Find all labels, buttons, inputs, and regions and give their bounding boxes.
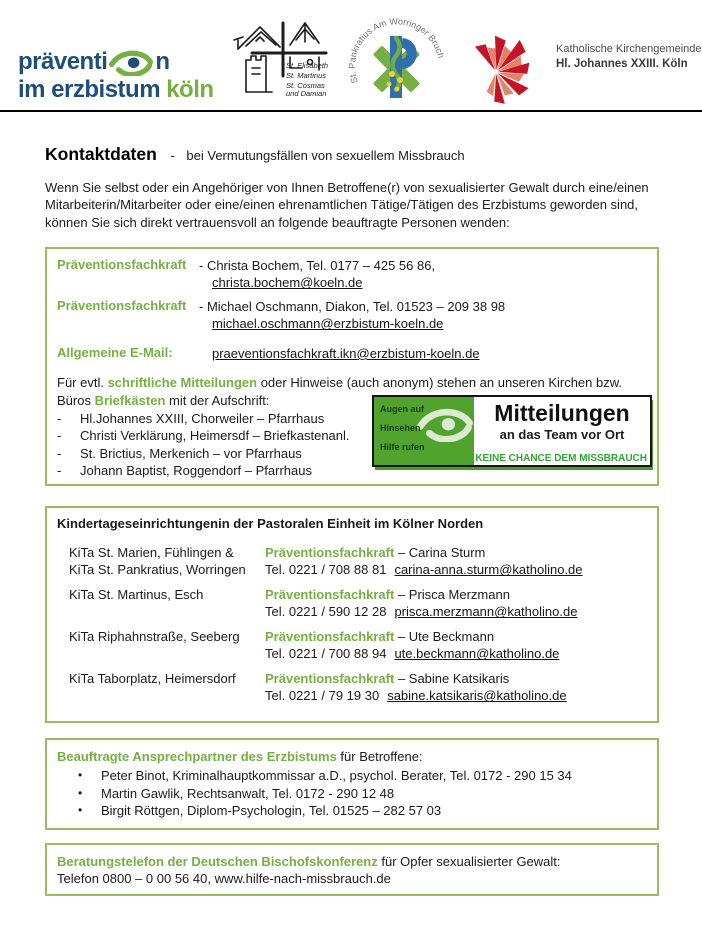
contact-label: Präventionsfachkraft [265,670,395,686]
hotline-heading-green: Beratungstelefon der Deutschen Bischofskonferenz [57,853,378,869]
contact-row-1 [57,257,647,292]
johannes-fan-icon [464,18,550,116]
hotline-heading-rest: für Opfer sexualisierter Gewalt: [377,853,561,869]
kita-facility-cell [69,670,265,705]
eye-icon [108,46,154,76]
contact-box [45,247,659,486]
list-item [75,785,647,803]
note-text: oder Hinweise (auch anonym) stehen an unseren Kirchen bzw. Büros [57,375,623,408]
churches-sketch-icon [226,16,332,108]
sign-subtitle: an das Team vor Ort [499,426,625,442]
sign-green-panel [374,397,474,465]
kita-facility-cell [69,628,265,663]
prevention-logo-text2: n [155,48,170,75]
email-link-merzmann[interactable]: prisca.merzmann@katholino.de [394,604,578,620]
kita-box [45,506,659,723]
sign-title: Mitteilungen [494,399,630,426]
contact-label: Präventionsfachkraft [57,297,187,313]
kita-facility-cell [69,586,265,621]
contact-person: Birgit Röttgen, Diplom-Psychologin, Tel. 01525 – 282 57 03 [101,803,442,819]
page-subtitle: bei Vermutungsfällen von sexuellem Missbrauch [186,148,465,163]
mailbox-location: St. Brictius, Merkenich – vor Pfarrhaus [80,445,302,461]
contact-label: Präventionsfachkraft [265,628,395,644]
hotline-box [45,843,659,896]
list-item [57,410,387,427]
facility-name: KiTa St. Pankratius, Worringen [69,562,246,578]
erzbistum-box [45,738,659,830]
contact-body [199,298,505,333]
intro-paragraph: Wenn Sie selbst oder ein Angehöriger von Ihnen Betroffene(r) von sexualisierter Gewalt durch eine/einen Mitarbeiterin/Mitarbeiter oder eine/einen ehrenamtlichen Tätige/Tätigen des Erzbistums geworden sind, können Sie sich direkt vertrauensvoll an folgende beauftragte Personen wenden: [45,180,649,230]
contact-label: Präventionsfachkraft [265,544,395,560]
email-link-sturm[interactable]: carina-anna.sturm@katholino.de [394,562,583,578]
facility-name: KiTa Riphahnstraße, Seeberg [69,628,240,644]
prevention-logo-koeln: köln [166,76,214,103]
kita-heading: Kindertageseinrichtungenin der Pastoralen Einheit im Kölner Norden [57,515,484,531]
note-text: mit der Aufschrift: [165,392,270,408]
note-highlight-2: Briefkästen [94,392,166,408]
tel-text: Tel. 0221 / 590 12 28 [265,604,387,620]
dash-marker: - [57,428,62,444]
contact-name: – Carina Sturm [394,544,486,560]
kita-contact-cell [265,670,647,705]
johannes-logo-text [556,42,702,116]
tel-text: Tel. 0221 / 700 88 94 [265,646,387,662]
facility-name: KiTa Taborplatz, Heimersdorf [69,670,236,686]
contact-row-2 [57,298,647,333]
list-item [57,427,387,444]
mailbox-location: Christi Verklärung, Heimersdf – Briefkastenanl. [80,428,350,444]
bullet-marker: • [78,768,83,783]
contact-body [199,345,480,363]
sign-slogan-2: Hinsehen [380,422,421,433]
facility-name: KiTa St. Marien, Fühlingen & [69,544,234,560]
email-link-general[interactable]: praeventionsfachkraft.ikn@erzbistum-koeln.de [212,345,480,361]
church-name-1: St. Elisabeth [286,61,329,70]
sign-slogan-1: Augen auf [380,403,424,414]
prevention-logo-line2: im erzbistum [18,76,161,103]
note-highlight-1: schriftliche Mitteilungen [107,375,258,391]
contact-label: Allgemeine E-Mail: [57,344,173,360]
contact-person: Martin Gawlik, Rechtsanwalt, Tel. 0172 - 290 12 48 [101,785,395,801]
contact-line: - Michael Oschmann, Diakon, Tel. 01523 – 209 38 98 [199,298,506,314]
bullet-marker: • [78,803,83,818]
contact-line: - Christa Bochem, Tel. 0177 – 425 56 86, [199,257,436,273]
kita-contact-cell [265,544,647,579]
page-title: Kontaktdaten [45,144,157,164]
sign-footer: KEINE CHANCE DEM MISSBRAUCH [475,452,647,464]
contact-name: – Sabine Katsikaris [394,670,510,686]
email-link-beckmann[interactable]: ute.beckmann@katholino.de [394,646,560,662]
contact-row-3 [57,345,647,363]
kita-facility-cell [69,544,265,579]
erzbistum-bullet-list [75,767,647,820]
facility-name: KiTa St. Martinus, Esch [69,586,204,602]
contact-label: Präventionsfachkraft [57,256,187,272]
mailbox-list [57,410,387,479]
list-item [75,767,647,785]
church-name-2: St. Martinus [286,71,327,80]
mitteilungen-sign-image [372,395,652,467]
bullet-marker: • [78,785,83,800]
page-content [0,144,702,896]
contact-label: Präventionsfachkraft [265,586,395,602]
erzbistum-heading [57,748,647,766]
list-item [57,462,387,479]
contact-body [199,257,435,292]
johannes-logo-line2: Hl. Johannes XXIII. Köln [556,58,688,70]
prevention-logo [18,46,214,103]
hotline-number-line: Telefon 0800 – 0 00 56 40, www.hilfe-nach-missbrauch.de [57,871,391,887]
mailbox-location: Johann Baptist, Roggendorf – Pfarrhaus [80,462,312,478]
kita-contact-cell [265,628,647,663]
tel-text: Tel. 0221 / 79 19 30 [265,688,380,704]
email-link-bochem[interactable]: christa.bochem@koeln.de [212,275,363,291]
contact-name: – Ute Beckmann [394,628,495,644]
church-name-3: St. Cosmas [286,81,325,90]
sign-text-panel [474,397,650,465]
dash-marker: - [57,462,62,478]
list-item [75,802,647,820]
email-link-oschmann[interactable]: michael.oschmann@erzbistum-koeln.de [212,316,444,332]
sign-slogan-3: Hilfe rufen [380,441,425,452]
pankratius-emblem-icon [340,4,454,114]
kita-table [69,544,647,705]
title-row [45,144,659,165]
contact-name: – Prisca Merzmann [394,586,510,602]
tel-text: Tel. 0221 / 708 88 81 [265,562,387,578]
kita-contact-cell [265,586,647,621]
title-separator: - [170,148,175,163]
email-link-katsikaris[interactable]: sabine.katsikaris@katholino.de [387,688,567,704]
mailbox-location: Hl.Johannes XXIII, Chorweiler – Pfarrhaus [80,410,325,426]
note-text: Für evtl. [57,375,108,391]
erzbistum-heading-rest: für Betroffene: [336,748,423,764]
dash-marker: - [57,410,62,426]
johannes-logo-line1: Katholische Kirchengemeinde [556,43,702,55]
pankratius-logo [340,4,454,117]
churches-logo [226,16,332,111]
list-item [57,445,387,462]
erzbistum-heading-green: Beauftragte Ansprechpartner des Erzbistums [57,748,337,764]
johannes-logo [464,18,702,116]
hotline-heading [57,853,647,871]
prevention-logo-text1: präventi [18,48,108,75]
contact-person: Peter Binot, Kriminalhauptkommissar a.D., psychol. Berater, Tel. 0172 - 290 15 34 [101,768,572,784]
dash-marker: - [57,445,62,461]
header [0,0,702,112]
pankratius-circular-text: St. Pankratius Am Worringer Bruch [346,16,447,85]
church-name-4: und Damian [286,89,327,98]
